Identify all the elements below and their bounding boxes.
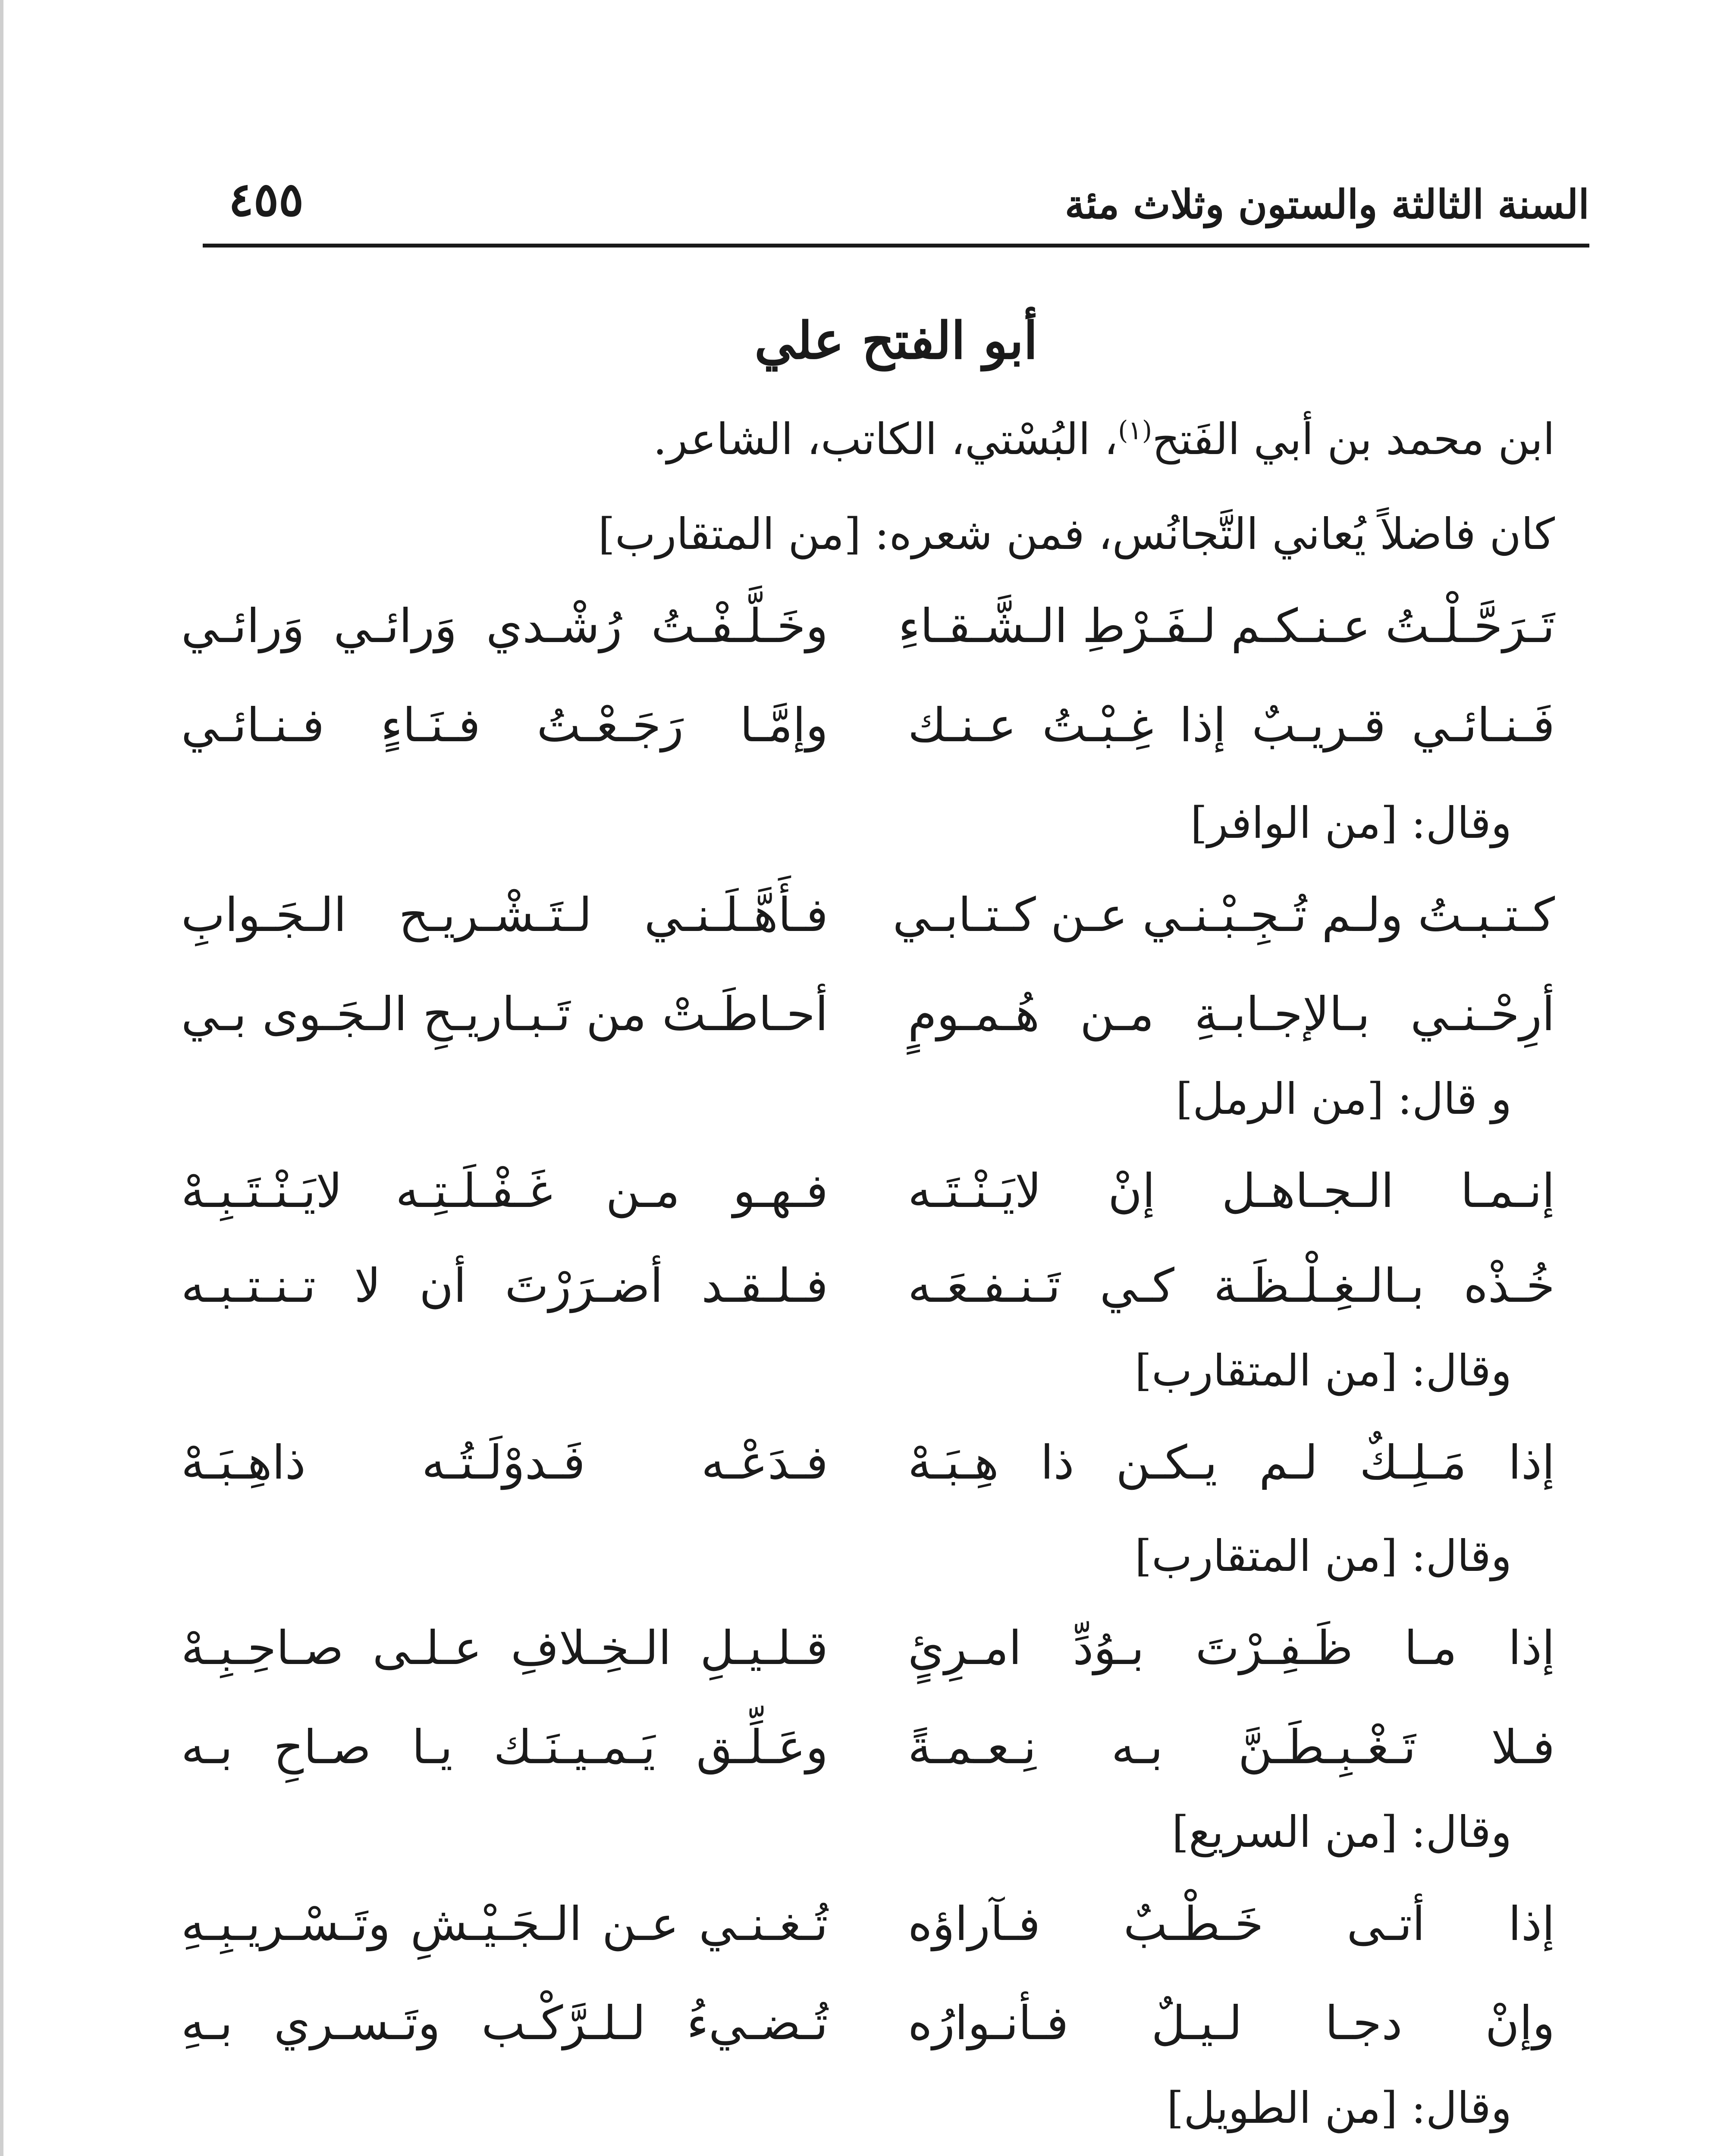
verse (181, 1164, 1555, 1242)
intro-line (653, 414, 1555, 464)
verse-first-hemistich: تَـرَحَّـلْـتُ عـنـكـم لـفَـرْطِ الـشَّـقـاءِ (898, 599, 1555, 653)
intro-text-rest: ، البُسْتي، الكاتب، الشاعر. (653, 414, 1118, 464)
intro-text: ابن محمد بن أبي الفَتح (1152, 414, 1555, 464)
meter-label: وقال: [من الطويل] (1167, 2083, 1512, 2133)
verse-second-hemistich: فـلـقـد أضـرَرْتَ أن لا تـنـتـبـه (181, 1259, 828, 1313)
intro-line-2: كان فاضلاً يُعاني التَّجانُس، فمن شعره: [من المتقارب] (598, 509, 1555, 559)
verse (181, 599, 1555, 677)
page-number: ٤٥٥ (229, 172, 304, 227)
verse (181, 1897, 1555, 1975)
verse (181, 699, 1555, 776)
meter-label: وقال: [من المتقارب] (1135, 1531, 1512, 1581)
verse (181, 888, 1555, 966)
verse-second-hemistich: قـلـيـلِ الـخِـلافِ عـلـى صـاحِـبِـهْ (181, 1621, 828, 1675)
verse-first-hemistich: أرِحْـنـي بـالإجـابـةِ مـن هُـمـومٍ (908, 987, 1555, 1041)
verse-first-hemistich: كـتـبـتُ ولـم تُـجِـبْـنـي عـن كـتـابـي (892, 888, 1555, 942)
verse-first-hemistich: فـلا تَـغْـبِـطَـنَّ بـه نِـعـمـةً (908, 1720, 1555, 1774)
meter-label: و قال: [من الرمل] (1176, 1074, 1512, 1124)
verse-second-hemistich: وإمَّـا رَجَـعْـتُ فـنَـاءٍ فـنـائـي (181, 699, 828, 752)
verse-first-hemistich: وإنْ دجـا لـيـلٌ فـأنـوارُه (908, 1996, 1555, 2050)
verse (181, 1720, 1555, 1798)
verse-second-hemistich: أحـاطَـتْ من تَـبـاريـحِ الـجَـوى بـي (181, 987, 828, 1041)
running-title: السنة الثالثة والستون وثلاث مئة (1064, 181, 1589, 228)
verse-second-hemistich: فـدَعْـه فَـدوْلَـتُـه ذاهِـبَـهْ (181, 1436, 828, 1490)
verse-first-hemistich: إذا مَـلِـكٌ لـم يـكـن ذا هِـبَـهْ (908, 1436, 1555, 1490)
meter-label: وقال: [من المتقارب] (1135, 1345, 1512, 1396)
meter-label: وقال: [من السريع] (1172, 1807, 1512, 1857)
verse (181, 987, 1555, 1065)
header-rule (203, 244, 1589, 248)
verse-first-hemistich: فَـنـائـي قـريـبٌ إذا غِـبْـتُ عـنـك (908, 699, 1555, 752)
verse-first-hemistich: إذا مـا ظَـفِـرْتَ بـوُدِّ امـرِئٍ (908, 1621, 1555, 1675)
verse-first-hemistich: إذا أتـى خَـطْـبٌ فـآراؤه (908, 1897, 1555, 1951)
page-edge (0, 0, 3, 2156)
verse (181, 1996, 1555, 2074)
verse-second-hemistich: فـأَهَّـلَـنـي لـتَـشْـريـح الـجَـوابِ (181, 888, 828, 942)
verse-second-hemistich: تُـضـيءُ لـلـرَّكْـب وتَـسـري بـهِ (181, 1996, 828, 2050)
verse-second-hemistich: وخَـلَّـفْـتُ رُشْـدي وَرائـي وَرائـي (181, 599, 828, 653)
verse (181, 1259, 1555, 1337)
meter-label: وقال: [من الوافر] (1190, 798, 1512, 848)
entry-title: أبو الفتح علي (754, 310, 1038, 370)
verse (181, 1621, 1555, 1699)
page-header (203, 172, 1589, 233)
verse (181, 1436, 1555, 1514)
verse-second-hemistich: تُـغـنـي عـن الـجَـيْـشِ وتَـسْـريـبِـهِ (181, 1897, 828, 1951)
verse-first-hemistich: خُـذْه بـالـغِـلْـظَـة كـي تَـنـفـعَـه (908, 1259, 1555, 1313)
verse-second-hemistich: فـهـو مـن غَـفْـلَـتِـه لايَـنْـتَـبِـهْ (181, 1164, 828, 1218)
verse-first-hemistich: إنـمـا الـجـاهـل إنْ لايَـنْـتَـه (908, 1164, 1555, 1218)
footnote-ref: (١) (1118, 415, 1152, 446)
verse-second-hemistich: وعَـلِّـق يَـمـيـنَـك يـا صـاحِ بـه (181, 1720, 828, 1774)
